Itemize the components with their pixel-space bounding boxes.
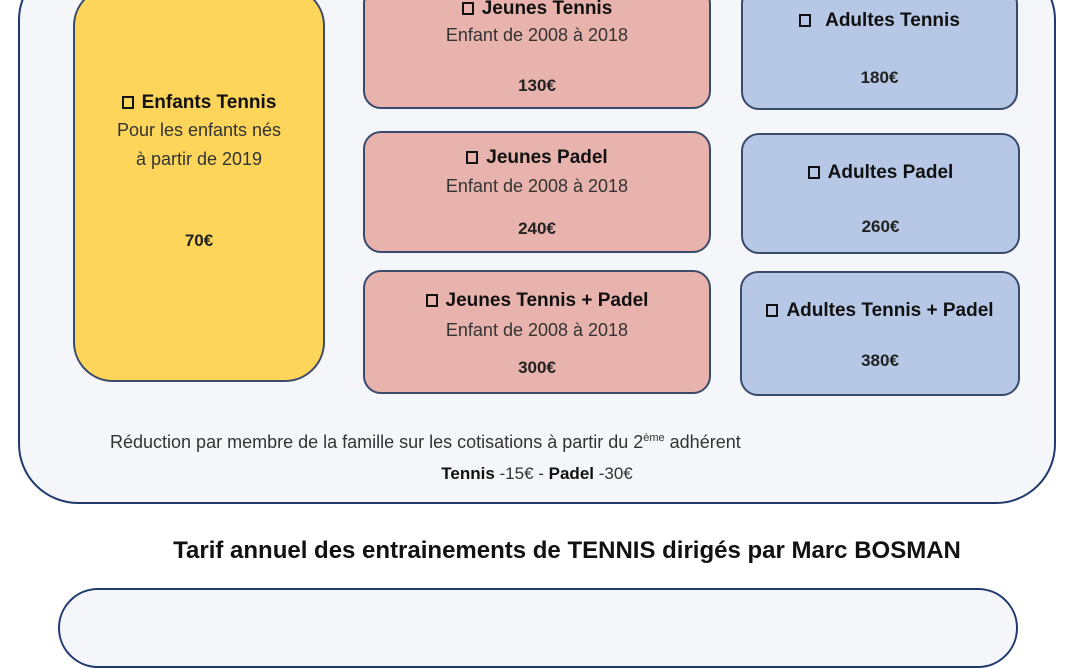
checkbox-jeunes-padel[interactable] [466, 151, 478, 164]
section-heading: Tarif annuel des entrainements de TENNIS dirigés par Marc BOSMAN [173, 537, 961, 564]
card-adultes-tennis-padel [740, 271, 1020, 396]
padel-discount: -30€ [594, 464, 633, 483]
card-jeunes-tennis [363, 0, 711, 109]
checkbox-enfants-tennis[interactable] [122, 96, 134, 109]
card-title: Jeunes Tennis + Padel [445, 290, 649, 311]
card-price: 240€ [518, 219, 556, 238]
card-price: 300€ [518, 358, 556, 377]
card-subtitle: Enfant de 2008 à 2018 [445, 320, 629, 340]
card-title-row [365, 147, 709, 169]
card-title: Adultes Padel [827, 162, 954, 183]
card-adultes-tennis [741, 0, 1018, 110]
card-title: Jeunes Padel [486, 147, 608, 168]
card-price: 70€ [184, 231, 214, 250]
tennis-discount: -15€ - [494, 464, 549, 483]
checkbox-jeunes-tennis[interactable] [462, 2, 474, 15]
checkbox-adultes-padel[interactable] [808, 166, 820, 179]
card-title-row [742, 300, 1018, 322]
family-reduction-text [110, 432, 741, 453]
card-jeunes-padel [363, 131, 711, 253]
card-subtitle: à partir de 2019 [135, 149, 263, 169]
card-price: 130€ [518, 76, 556, 95]
checkbox-adultes-tennis-padel[interactable] [766, 304, 778, 317]
card-title: Enfants Tennis [141, 92, 277, 113]
card-price: 180€ [860, 68, 899, 87]
checkbox-jeunes-tennis-padel[interactable] [426, 294, 438, 307]
card-enfants-tennis [73, 0, 325, 382]
card-title: Adultes Tennis [825, 10, 960, 31]
reduction-superscript: ème [643, 432, 665, 444]
card-title-row [365, 290, 709, 312]
card-subtitle: Enfant de 2008 à 2018 [445, 25, 629, 45]
checkbox-adultes-tennis[interactable] [799, 14, 811, 27]
card-title: Adultes Tennis + Padel [786, 300, 994, 321]
padel-label: Padel [548, 464, 594, 483]
discount-values [0, 464, 1074, 484]
card-title-row [743, 162, 1018, 184]
reduction-text-end: adhérent [664, 432, 741, 452]
card-title-row [75, 92, 323, 114]
card-subtitle: Enfant de 2008 à 2018 [445, 176, 629, 196]
training-panel [58, 588, 1018, 668]
card-title-row [743, 10, 1016, 32]
reduction-text: Réduction par membre de la famille sur les cotisations à partir du 2 [110, 432, 644, 452]
card-price: 380€ [861, 351, 899, 370]
card-title: Jeunes Tennis [481, 0, 613, 19]
card-adultes-padel [741, 133, 1020, 254]
card-title-row [365, 0, 709, 20]
card-price: 260€ [861, 217, 900, 236]
tennis-label: Tennis [441, 464, 495, 483]
card-subtitle: Pour les enfants nés [116, 120, 282, 140]
card-jeunes-tennis-padel [363, 270, 711, 394]
